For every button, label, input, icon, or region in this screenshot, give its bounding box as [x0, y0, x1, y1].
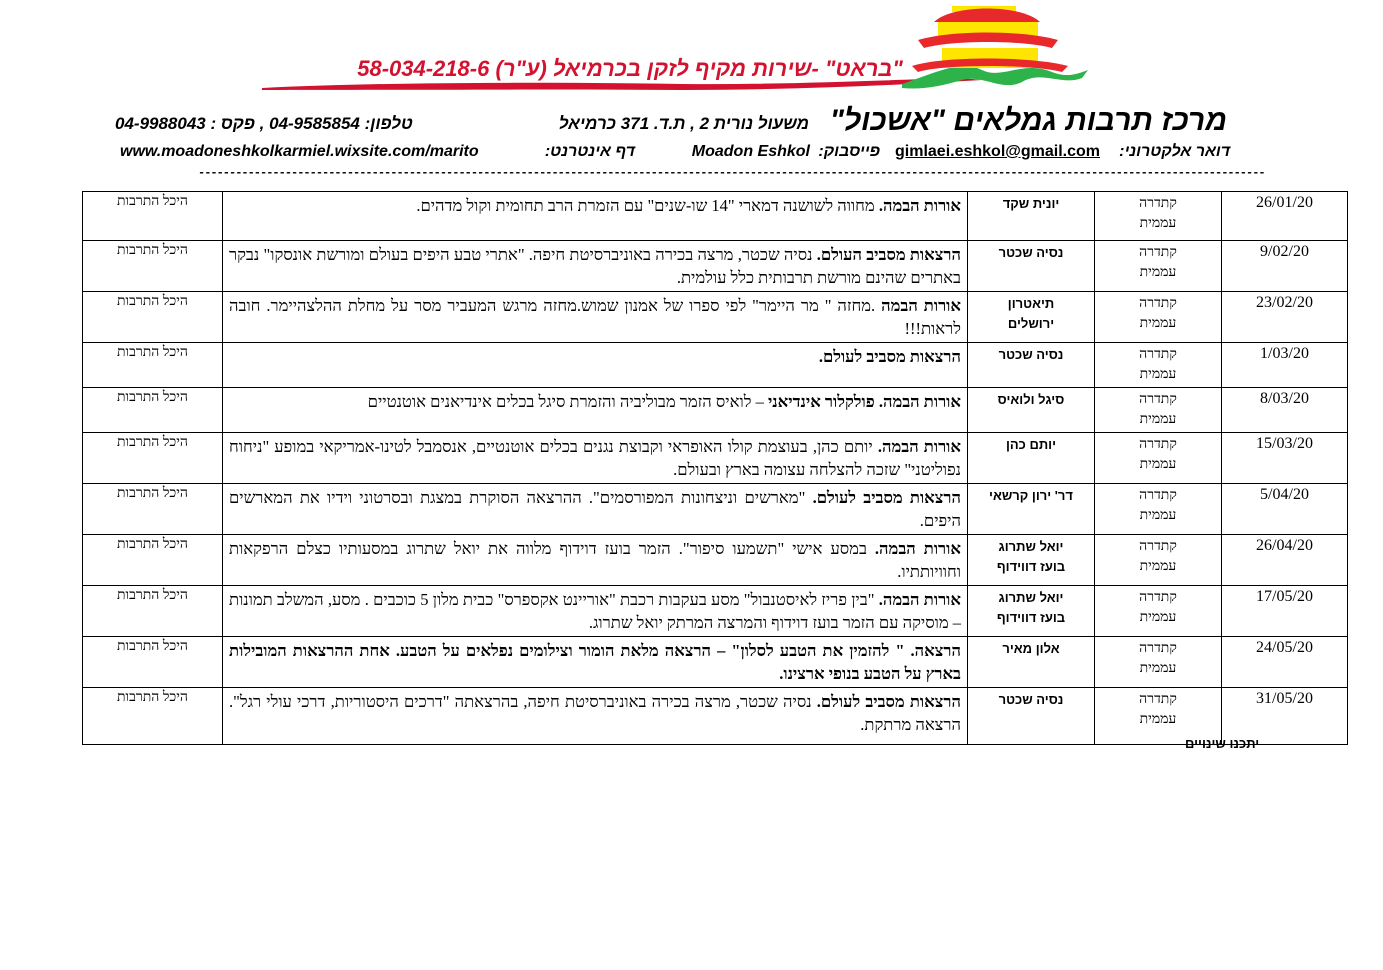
website-label: דף אינטרנט: — [544, 143, 635, 160]
event-venue: היכל התרבות — [83, 484, 223, 535]
footer-note: יתכנו שינויים — [1185, 736, 1260, 751]
event-description: הרצאות מסביב לעולם. — [223, 343, 968, 388]
event-venue: היכל התרבות — [83, 586, 223, 637]
email-link[interactable]: gimlaei.eshkol@gmail.com — [895, 143, 1100, 160]
lecturer: נסיה שכטר — [968, 343, 1095, 388]
table-row — [83, 388, 1348, 433]
event-type: קתדרה עממית — [1095, 688, 1222, 745]
logo-graphic — [262, 0, 1092, 100]
event-type: קתדרה עממית — [1095, 241, 1222, 292]
event-date: 5/04/20 — [1222, 484, 1348, 535]
event-date: 26/01/20 — [1222, 192, 1348, 241]
event-venue: היכל התרבות — [83, 535, 223, 586]
event-venue: היכל התרבות — [83, 637, 223, 688]
table-row — [83, 586, 1348, 637]
lecturer: נסיה שכטר — [968, 241, 1095, 292]
event-date: 17/05/20 — [1222, 586, 1348, 637]
event-venue: היכל התרבות — [83, 343, 223, 388]
lecturer: סיגל ולואיס — [968, 388, 1095, 433]
table-row — [83, 688, 1348, 745]
title-row — [115, 104, 1227, 140]
address: משעול נורית 2 , ת.ד. 371 כרמיאל — [558, 114, 809, 133]
event-venue: היכל התרבות — [83, 433, 223, 484]
event-venue: היכל התרבות — [83, 241, 223, 292]
event-date: 26/04/20 — [1222, 535, 1348, 586]
lecturer: אלון מאיר — [968, 637, 1095, 688]
org-line: "בראט" -שירות מקיף לזקן בכרמיאל (ע"ר) 58-034-218-6 — [357, 56, 903, 81]
event-date: 8/03/20 — [1222, 388, 1348, 433]
event-date: 9/02/20 — [1222, 241, 1348, 292]
table-row — [83, 292, 1348, 343]
event-description: אורות הבמה. במסע אישי "תשמעו סיפור". הזמר בועז דוידוף מלווה את יואל שתרוג במסעותיו כצלם הרפקאות וחוויותתיו. — [223, 535, 968, 586]
separator: ---------------------------------------------------------------------------------------------------------------------------------------------------------------------------- — [198, 166, 1265, 180]
event-date: 23/02/20 — [1222, 292, 1348, 343]
lecturer: תיאטרון ירושלים — [968, 292, 1095, 343]
lecturer: יונית שקד — [968, 192, 1095, 241]
email-label: דואר אלקטרוני: — [1119, 143, 1230, 160]
event-description: הרצאות מסביב לעולם. "מארשים וניצחונות המפורסמים". ההרצאה הסוקרת במצגת ובסרטוני וידיו את המארשים היפים. — [223, 484, 968, 535]
event-description: אורות הבמה .מחזה " מר היימר" לפי ספרו של אמנון שמוש.מחזה מרגש המעביר מסר על מחלת ההלצהיימר. חובה לראות!!! — [223, 292, 968, 343]
lecturer: יואל שתרוג בועז דווידוף — [968, 535, 1095, 586]
event-description: אורות הבמה. יותם כהן, בעוצמת קולו האופראי וקבוצת נגנים בכלים אוטנטיים, אנסמבל לטינו-אמריקאי במופע "ניחוח נפוליטני" שזכה להצלחה עצומה בארץ ובעולם. — [223, 433, 968, 484]
event-date: 24/05/20 — [1222, 637, 1348, 688]
event-venue: היכל התרבות — [83, 292, 223, 343]
schedule-table — [82, 191, 1348, 745]
event-description: הרצאות מסביב לעולם. נסיה שכטר, מרצה בכירה באוניברסיטת חיפה, בהרצאתה "דרכים היסטוריות, דרכי עולי רגל". הרצאה מרתקת. — [223, 688, 968, 745]
event-type: קתדרה עממית — [1095, 484, 1222, 535]
event-description: אורות הבמה. מחווה לשושנה דמארי "14 שו-שנים" עם הזמרת הרב תחומית וקול מדהים. — [223, 192, 968, 241]
event-type: קתדרה עממית — [1095, 637, 1222, 688]
facebook-link[interactable]: Moadon Eshkol — [691, 143, 810, 160]
lecturer: דר' ירון קרשאי — [968, 484, 1095, 535]
table-row — [83, 637, 1348, 688]
event-venue: היכל התרבות — [83, 388, 223, 433]
phones: טלפון: 04-9585854 , פקס : 04-9988043 — [115, 114, 413, 133]
table-row — [83, 535, 1348, 586]
event-date: 1/03/20 — [1222, 343, 1348, 388]
event-type: קתדרה עממית — [1095, 535, 1222, 586]
event-type: קתדרה עממית — [1095, 343, 1222, 388]
table-row — [83, 192, 1348, 241]
event-description: הרצאות מסביב העולם. נסיה שכטר, מרצה בכירה באוניברסיטת חיפה. "אתרי טבע היפים בעולם ומורשת אונסקו" נבקר באתרים שהינם מורשת תרבותית כלל עולמית. — [223, 241, 968, 292]
event-type: קתדרה עממית — [1095, 292, 1222, 343]
table-row — [83, 433, 1348, 484]
lecturer: יואל שתרוג בועז דווידוף — [968, 586, 1095, 637]
event-description: אורות הבמה. "בין פריז לאיסטנבול" מסע בעקבות רכבת "אוריינט אקספרס" כבית מלון 5 כוכבים . מסע, המשלב תמונות – מוסיקה עם הזמר בועז דוידוף והמרצה המרתק יואל שתרוג. — [223, 586, 968, 637]
event-type: קתדרה עממית — [1095, 192, 1222, 241]
event-date: 31/05/20 — [1222, 688, 1348, 745]
facebook-label: פייסבוק: — [818, 143, 880, 160]
event-type: קתדרה עממית — [1095, 388, 1222, 433]
event-type: קתדרה עממית — [1095, 433, 1222, 484]
table-row — [83, 241, 1348, 292]
table-row — [83, 343, 1348, 388]
lecturer: יותם כהן — [968, 433, 1095, 484]
event-date: 15/03/20 — [1222, 433, 1348, 484]
contact-row — [120, 143, 1230, 165]
event-venue: היכל התרבות — [83, 192, 223, 241]
event-type: קתדרה עממית — [1095, 586, 1222, 637]
lecturer: נסיה שכטר — [968, 688, 1095, 745]
event-description: הרצאה. " להזמין את הטבע לסלון" – הרצאה מלאת הומור וצילומים נפלאים על הטבע. אחת ההרצאות המובילות בארץ על הטבע בנופי ארצינו. — [223, 637, 968, 688]
event-venue: היכל התרבות — [83, 688, 223, 745]
logo — [262, 0, 1092, 100]
event-description: אורות הבמה. פולקלור אינדיאני – לואיס הזמר מבוליביה והזמרת סיגל בכלים אינדיאנים אוטנטיים — [223, 388, 968, 433]
table-row — [83, 484, 1348, 535]
page-title: מרכז תרבות גמלאים "אשכול" — [829, 104, 1227, 137]
website-link[interactable]: www.moadoneshkolkarmiel.wixsite.com/marito — [120, 143, 479, 160]
